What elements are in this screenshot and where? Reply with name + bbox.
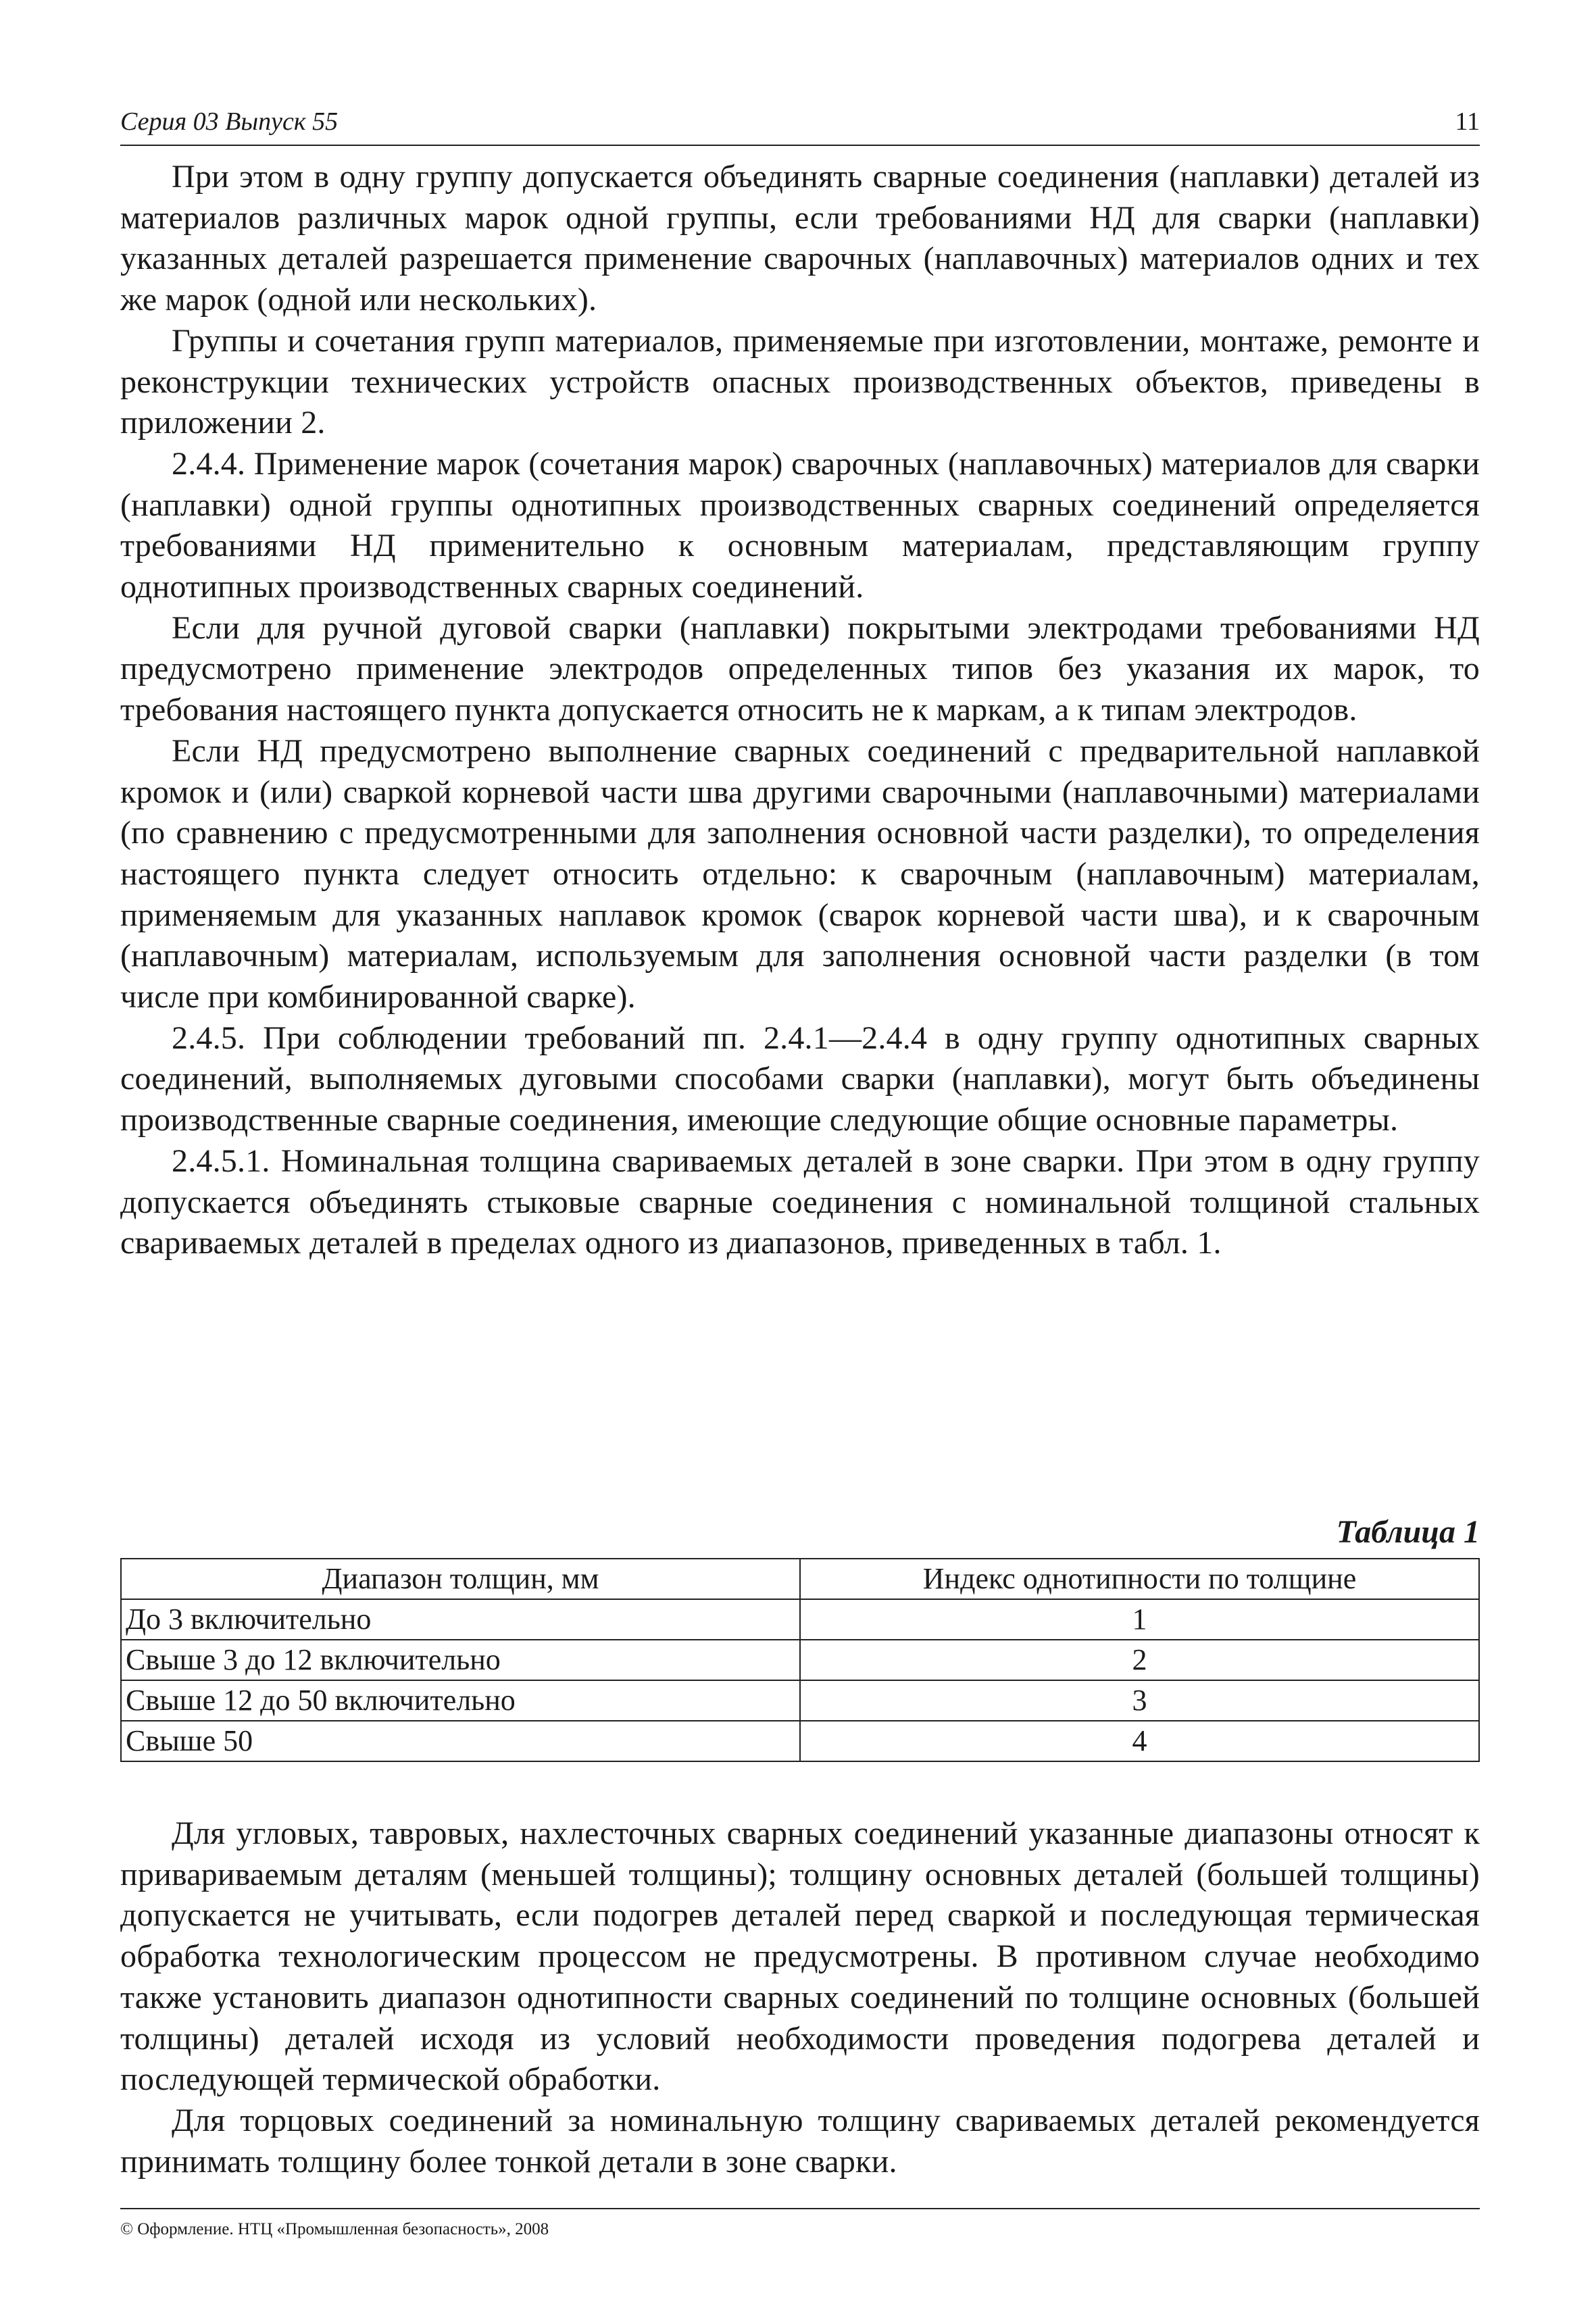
table-row <box>121 1640 1479 1680</box>
copyright-text: © Оформление. НТЦ «Промышленная безопасность», 2008 <box>120 2220 549 2238</box>
paragraph: При этом в одну группу допускается объединять сварные соединения (наплавки) деталей из материалов различных марок одной группы, если требованиями НД для сварки (наплавки) указанных деталей разрешается применение сварочных (наплавочных) материалов одних и тех же марок (одной или нескольких). <box>120 159 1480 318</box>
table-header-row <box>121 1559 1479 1599</box>
thickness-range-table <box>120 1558 1480 1762</box>
paragraph: 2.4.5.1. Номинальная толщина свариваемых деталей в зоне сварки. При этом в одну группу допускается объединять стыковые сварные соединения с номинальной толщиной стальных свариваемых деталей в пределах одного из диапазонов, приведенных в табл. 1. <box>120 1142 1480 1261</box>
table-cell-range: Свыше 3 до 12 включительно <box>121 1640 800 1680</box>
table-cell-range: До 3 включительно <box>121 1599 800 1640</box>
paragraph: 2.4.5. При соблюдении требований пп. 2.4.1—2.4.4 в одну группу однотипных сварных соединений, выполняемых дуговыми способами сварки (наплавки), могут быть объединены производственные сварные соединения, имеющие следующие общие основные параметры. <box>120 1020 1480 1138</box>
table-row <box>121 1599 1479 1640</box>
table-cell-index: 2 <box>800 1640 1479 1680</box>
table-cell-index: 3 <box>800 1680 1479 1721</box>
table-caption: Таблица 1 <box>1336 1514 1480 1550</box>
body-text-top <box>120 157 1480 1264</box>
paragraph: 2.4.4. Применение марок (сочетания марок) сварочных (наплавочных) материалов для сварки (наплавки) одной группы однотипных производственных сварных соединений определяется требованиями НД применительно к основным материалам, представляющим группу однотипных производственных сварных соединений. <box>120 445 1480 605</box>
paragraph: Если НД предусмотрено выполнение сварных соединений с предварительной наплавкой кромок и (или) сваркой корневой части шва другими сварочными (наплавочными) материалами (по сравнению с предусмотренными для заполнения основной части разделки), то определения настоящего пункта следует относить отдельно: к сварочным (наплавочным) материалам, применяемым для указанных наплавок кромок (сварок корневой части шва), и к сварочным (наплавочным) материалам, используемым для заполнения основной части разделки (в том числе при комбинированной сварке). <box>120 732 1480 1015</box>
table-row <box>121 1721 1479 1761</box>
page-header <box>120 101 1480 146</box>
table-cell-range: Свыше 50 <box>121 1721 800 1761</box>
series-title: Серия 03 Выпуск 55 <box>120 107 339 136</box>
body-text-bottom <box>120 1813 1480 2182</box>
paragraph: Для торцовых соединений за номинальную толщину свариваемых деталей рекомендуется принимать толщину более тонкой детали в зоне сварки. <box>120 2102 1480 2180</box>
table-row <box>121 1680 1479 1721</box>
table-cell-index: 1 <box>800 1599 1479 1640</box>
paragraph: Группы и сочетания групп материалов, применяемые при изготовлении, монтаже, ремонте и реконструкции технических устройств опасных производственных объектов, приведены в приложении 2. <box>120 322 1480 441</box>
table-cell-index: 4 <box>800 1721 1479 1761</box>
table-header-index: Индекс однотипности по толщине <box>800 1559 1479 1599</box>
paragraph: Для угловых, тавровых, нахлесточных сварных соединений указанные диапазоны относят к привариваемым деталям (меньшей толщины); толщину основных деталей (большей толщины) допускается не учитывать, если подогрев деталей перед сваркой и последующая термическая обработка технологическим процессом не предусмотрены. В противном случае необходимо также установить диапазон однотипности сварных соединений по толщине основных (большей толщины) деталей исходя из условий необходимости проведения подогрева деталей и последующей термической обработки. <box>120 1815 1480 2098</box>
page-number: 11 <box>1455 107 1480 136</box>
table-header-range: Диапазон толщин, мм <box>121 1559 800 1599</box>
paragraph: Если для ручной дуговой сварки (наплавки) покрытыми электродами требованиями НД предусмотрено применение электродов определенных типов без указания их марок, то требования настоящего пункта допускается относить не к маркам, а к типам электродов. <box>120 609 1480 728</box>
table-cell-range: Свыше 12 до 50 включительно <box>121 1680 800 1721</box>
page-footer <box>120 2208 1480 2239</box>
